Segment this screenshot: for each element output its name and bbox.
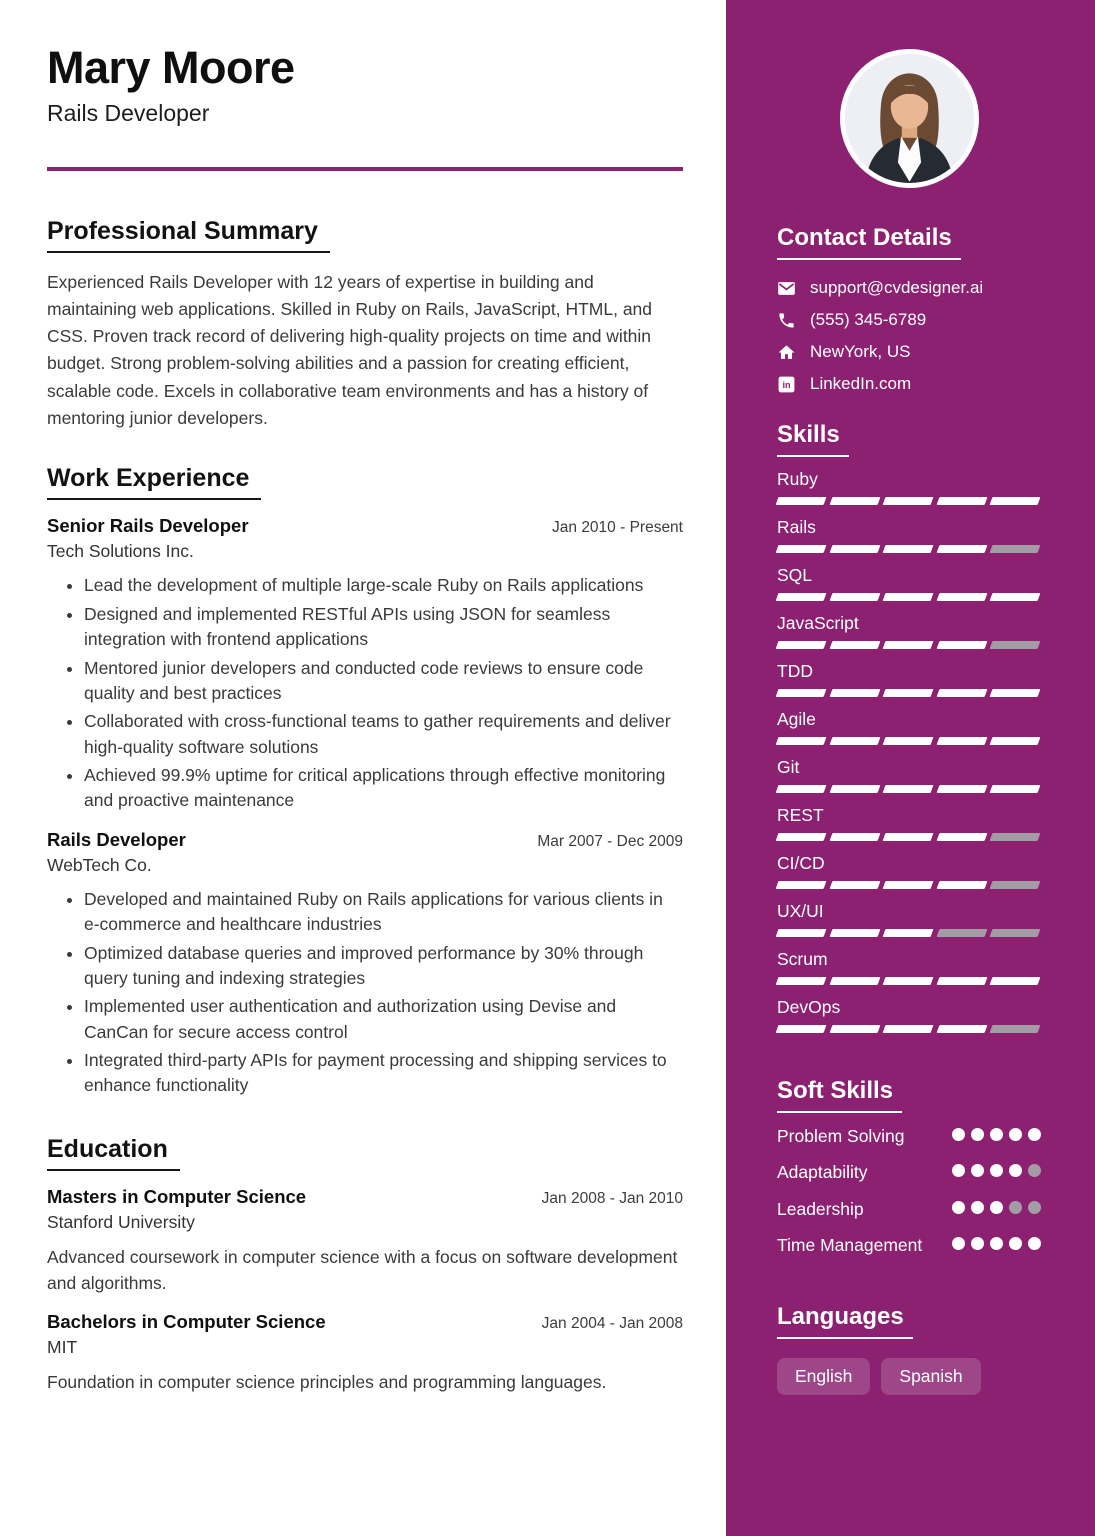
skill-item	[777, 613, 1041, 649]
job-company: WebTech Co.	[47, 854, 152, 875]
language-pill-list	[777, 1358, 1041, 1395]
section-work-experience	[47, 464, 683, 1098]
skill-item	[777, 901, 1041, 937]
section-professional-summary	[47, 217, 683, 433]
skill-bar-segment	[829, 785, 880, 793]
education-list	[47, 1186, 683, 1396]
education-school: Stanford University	[47, 1211, 195, 1232]
skill-item	[777, 853, 1041, 889]
job-header-row	[47, 515, 683, 537]
soft-skill-dot	[1009, 1201, 1022, 1214]
skill-bar-segment	[936, 881, 987, 889]
soft-skill-item	[777, 1197, 1041, 1222]
skill-bar	[777, 785, 1041, 793]
soft-skill-item	[777, 1124, 1041, 1149]
skill-bar	[777, 497, 1041, 505]
contact-text: NewYork, US	[810, 342, 911, 361]
soft-skill-dot	[1009, 1237, 1022, 1250]
soft-skill-dots	[952, 1201, 1041, 1214]
skill-item	[777, 517, 1041, 553]
contact-item[interactable]	[777, 342, 1041, 362]
education-heading-text: Education	[47, 1135, 180, 1171]
contact-text: (555) 345-6789	[810, 310, 927, 329]
skill-item	[777, 805, 1041, 841]
skill-bar-segment	[776, 593, 827, 601]
skill-bar-segment	[990, 689, 1041, 697]
contact-heading-text: Contact Details	[777, 224, 961, 260]
soft-skill-label: Leadership	[777, 1198, 864, 1219]
skill-bar-segment	[936, 929, 987, 937]
skill-bar-segment	[829, 977, 880, 985]
skill-bar-segment	[990, 785, 1041, 793]
education-description: Foundation in computer science principles and programming languages.	[47, 1372, 607, 1393]
job-bullet: • Collaborated with cross-functional teams to gather requirements and deliver high-quality software solutions	[84, 709, 683, 760]
soft-skills-heading	[777, 1077, 1041, 1113]
soft-skill-dot	[952, 1237, 965, 1250]
skill-item	[777, 661, 1041, 697]
skill-label: Ruby	[777, 469, 818, 489]
job-bullet: • Mentored junior developers and conducted code reviews to ensure code quality and best practices	[84, 656, 683, 707]
education-entry	[47, 1311, 683, 1395]
soft-skill-label: Problem Solving	[777, 1126, 905, 1146]
job-bullet: • Lead the development of multiple large-scale Ruby on Rails applications	[84, 573, 683, 598]
job-bullet: • Optimized database queries and improved performance by 30% through query tuning and indexing strategies	[84, 941, 683, 992]
skill-label: DevOps	[777, 997, 841, 1017]
skill-bar	[777, 833, 1041, 841]
job-entry	[47, 829, 683, 1099]
summary-heading-text: Professional Summary	[47, 217, 330, 253]
skill-label: UX/UI	[777, 901, 824, 921]
candidate-name: Mary Moore	[47, 42, 295, 93]
skill-bar-segment	[883, 977, 934, 985]
skill-bar-segment	[883, 833, 934, 841]
skill-bar-segment	[936, 593, 987, 601]
soft-skill-dot	[1028, 1237, 1041, 1250]
soft-skill-dot	[952, 1164, 965, 1177]
soft-skill-dot	[971, 1164, 984, 1177]
education-degree: Bachelors in Computer Science	[47, 1311, 326, 1333]
skill-bar-segment	[829, 929, 880, 937]
skill-bar-segment	[990, 545, 1041, 553]
job-bullet: • Implemented user authentication and authorization using Devise and CanCan for secure access control	[84, 994, 683, 1045]
phone-icon	[777, 311, 796, 330]
soft-skill-dot	[952, 1128, 965, 1141]
skill-bar-segment	[990, 497, 1041, 505]
skill-bar-segment	[776, 641, 827, 649]
soft-skill-item	[777, 1160, 1041, 1185]
linkedin-icon	[777, 375, 796, 394]
candidate-job-title: Rails Developer	[47, 99, 210, 126]
sidebar-section-skills	[777, 421, 1041, 1033]
portrait-illustration	[845, 54, 974, 183]
soft-skill-dot	[990, 1201, 1003, 1214]
languages-heading-text: Languages	[777, 1303, 913, 1339]
skill-bar-segment	[776, 545, 827, 553]
skill-bar	[777, 929, 1041, 937]
skills-list	[777, 469, 1041, 1033]
education-school: MIT	[47, 1337, 78, 1358]
skill-bar-segment	[936, 737, 987, 745]
resume-main-column	[47, 0, 683, 1396]
skill-bar-segment	[883, 497, 934, 505]
skill-bar	[777, 689, 1041, 697]
skill-bar-segment	[936, 833, 987, 841]
skill-bar-segment	[829, 1025, 880, 1033]
skill-label: Rails	[777, 517, 816, 537]
soft-skill-dot	[1028, 1164, 1041, 1177]
summary-paragraph: Experienced Rails Developer with 12 years of expertise in building and maintaining web applications. Skilled in Ruby on Rails, JavaScript, HTML, and CSS. Proven track record of delivering high-quality projects on time and within budget. Strong problem-solving abilities and a passion for creating efficient, scalable code. Excels in collaborative team environments and has a history of mentoring junior developers.	[47, 271, 653, 429]
skill-label: REST	[777, 805, 824, 825]
education-entry	[47, 1186, 683, 1297]
skill-bar-segment	[990, 1025, 1041, 1033]
sidebar-section-languages	[777, 1303, 1041, 1395]
skill-bar-segment	[883, 689, 934, 697]
skill-bar	[777, 545, 1041, 553]
skill-bar-segment	[883, 641, 934, 649]
skills-heading-text: Skills	[777, 421, 849, 457]
languages-heading	[777, 1303, 1041, 1339]
job-title: Senior Rails Developer	[47, 515, 249, 537]
skill-bar-segment	[829, 881, 880, 889]
soft-skill-dot	[1028, 1128, 1041, 1141]
job-dates: Mar 2007 - Dec 2009	[537, 832, 683, 850]
skill-bar-segment	[883, 785, 934, 793]
language-pill: Spanish	[881, 1358, 980, 1395]
skill-bar-segment	[829, 593, 880, 601]
skill-label: SQL	[777, 565, 813, 585]
profile-photo	[840, 49, 979, 188]
job-entry	[47, 515, 683, 813]
soft-skill-dot	[990, 1164, 1003, 1177]
skill-bar-segment	[990, 929, 1041, 937]
skill-bar-segment	[776, 881, 827, 889]
soft-skill-dots	[952, 1237, 1041, 1250]
job-list	[47, 515, 683, 1098]
skill-bar-segment	[829, 497, 880, 505]
soft-skill-dot	[971, 1201, 984, 1214]
skill-bar-segment	[829, 737, 880, 745]
skill-item	[777, 997, 1041, 1033]
skill-bar-segment	[829, 641, 880, 649]
job-dates: Jan 2010 - Present	[552, 519, 683, 537]
contact-item[interactable]	[777, 310, 1041, 330]
skill-label: Git	[777, 757, 800, 777]
job-title: Rails Developer	[47, 828, 186, 850]
job-bullet: • Designed and implemented RESTful APIs using JSON for seamless integration with frontend applications	[84, 602, 683, 653]
job-company: Tech Solutions Inc.	[47, 541, 194, 562]
sidebar	[726, 0, 1095, 1536]
skill-bar-segment	[883, 545, 934, 553]
summary-heading	[47, 217, 683, 253]
education-heading	[47, 1135, 683, 1171]
contact-item[interactable]	[777, 374, 1041, 394]
skill-label: TDD	[777, 661, 813, 681]
skill-bar-segment	[990, 881, 1041, 889]
education-dates: Jan 2004 - Jan 2008	[541, 1315, 683, 1333]
skill-label: Scrum	[777, 949, 828, 969]
skill-bar	[777, 737, 1041, 745]
soft-skill-dots	[952, 1164, 1041, 1177]
skill-bar-segment	[936, 1025, 987, 1033]
skill-bar-segment	[990, 593, 1041, 601]
job-bullet: • Developed and maintained Ruby on Rails applications for various clients in e-commerce and healthcare industries	[84, 887, 683, 938]
skill-bar-segment	[936, 641, 987, 649]
job-header-row	[47, 829, 683, 851]
soft-skill-dot	[952, 1201, 965, 1214]
skill-item	[777, 757, 1041, 793]
skill-item	[777, 949, 1041, 985]
soft-skills-list	[777, 1124, 1041, 1259]
skill-bar-segment	[883, 593, 934, 601]
skill-bar-segment	[829, 833, 880, 841]
soft-skill-label: Adaptability	[777, 1162, 868, 1183]
skill-bar-segment	[990, 833, 1041, 841]
skill-bar-segment	[776, 833, 827, 841]
skill-item	[777, 709, 1041, 745]
skill-item	[777, 469, 1041, 505]
skill-bar-segment	[990, 641, 1041, 649]
skill-bar-segment	[776, 1025, 827, 1033]
skill-bar	[777, 977, 1041, 985]
section-education	[47, 1135, 683, 1396]
skill-bar-segment	[776, 977, 827, 985]
skill-bar-segment	[776, 929, 827, 937]
sidebar-section-soft-skills	[777, 1077, 1041, 1259]
soft-skill-dot	[971, 1237, 984, 1250]
soft-skill-dot	[971, 1128, 984, 1141]
soft-skill-dot	[1009, 1164, 1022, 1177]
experience-heading	[47, 464, 683, 500]
skill-label: CI/CD	[777, 853, 825, 873]
contact-text: LinkedIn.com	[810, 374, 912, 393]
job-bullet-list	[47, 887, 683, 1099]
soft-skill-label: Time Management	[777, 1235, 923, 1256]
soft-skill-dot	[1009, 1128, 1022, 1141]
soft-skill-dot	[990, 1128, 1003, 1141]
skill-bar-segment	[776, 497, 827, 505]
skill-bar-segment	[829, 689, 880, 697]
skill-bar-segment	[829, 545, 880, 553]
contact-heading	[777, 224, 1041, 260]
skill-bar-segment	[883, 737, 934, 745]
skill-bar-segment	[936, 545, 987, 553]
education-degree: Masters in Computer Science	[47, 1185, 307, 1207]
accent-divider	[47, 167, 683, 171]
education-header-row	[47, 1186, 683, 1208]
skill-bar-segment	[883, 881, 934, 889]
contact-list	[777, 278, 1041, 394]
contact-text: support@cvdesigner.ai	[810, 278, 984, 297]
contact-item[interactable]	[777, 278, 1041, 298]
sidebar-section-contact	[777, 224, 1041, 394]
skill-bar-segment	[990, 737, 1041, 745]
svg-text:in: in	[782, 379, 791, 390]
language-pill: English	[777, 1358, 870, 1395]
skill-label: JavaScript	[777, 613, 859, 633]
skill-bar	[777, 1025, 1041, 1033]
soft-skill-item	[777, 1233, 1041, 1258]
soft-skill-dot	[990, 1237, 1003, 1250]
skill-bar-segment	[936, 689, 987, 697]
skill-bar	[777, 881, 1041, 889]
job-bullet: • Achieved 99.9% uptime for critical applications through effective monitoring and proactive maintenance	[84, 763, 683, 814]
job-bullet-list	[47, 573, 683, 813]
skill-label: Agile	[777, 709, 816, 729]
education-description: Advanced coursework in computer science with a focus on software development and algorithms.	[47, 1246, 678, 1293]
education-dates: Jan 2008 - Jan 2010	[541, 1189, 683, 1207]
skill-bar-segment	[883, 929, 934, 937]
skills-heading	[777, 421, 1041, 457]
skill-bar-segment	[776, 785, 827, 793]
skill-bar-segment	[936, 785, 987, 793]
skill-bar	[777, 593, 1041, 601]
soft-skill-dots	[952, 1128, 1041, 1141]
skill-bar-segment	[776, 689, 827, 697]
home-icon	[777, 343, 796, 362]
education-header-row	[47, 1311, 683, 1333]
skill-item	[777, 565, 1041, 601]
skill-bar-segment	[936, 977, 987, 985]
job-bullet: • Integrated third-party APIs for payment processing and shipping services to enhance functionality	[84, 1048, 683, 1099]
skill-bar-segment	[776, 737, 827, 745]
skill-bar-segment	[883, 1025, 934, 1033]
skill-bar	[777, 641, 1041, 649]
soft-skills-heading-text: Soft Skills	[777, 1077, 902, 1113]
skill-bar-segment	[936, 497, 987, 505]
soft-skill-dot	[1028, 1201, 1041, 1214]
skill-bar-segment	[990, 977, 1041, 985]
email-icon	[777, 279, 796, 298]
experience-heading-text: Work Experience	[47, 464, 261, 500]
